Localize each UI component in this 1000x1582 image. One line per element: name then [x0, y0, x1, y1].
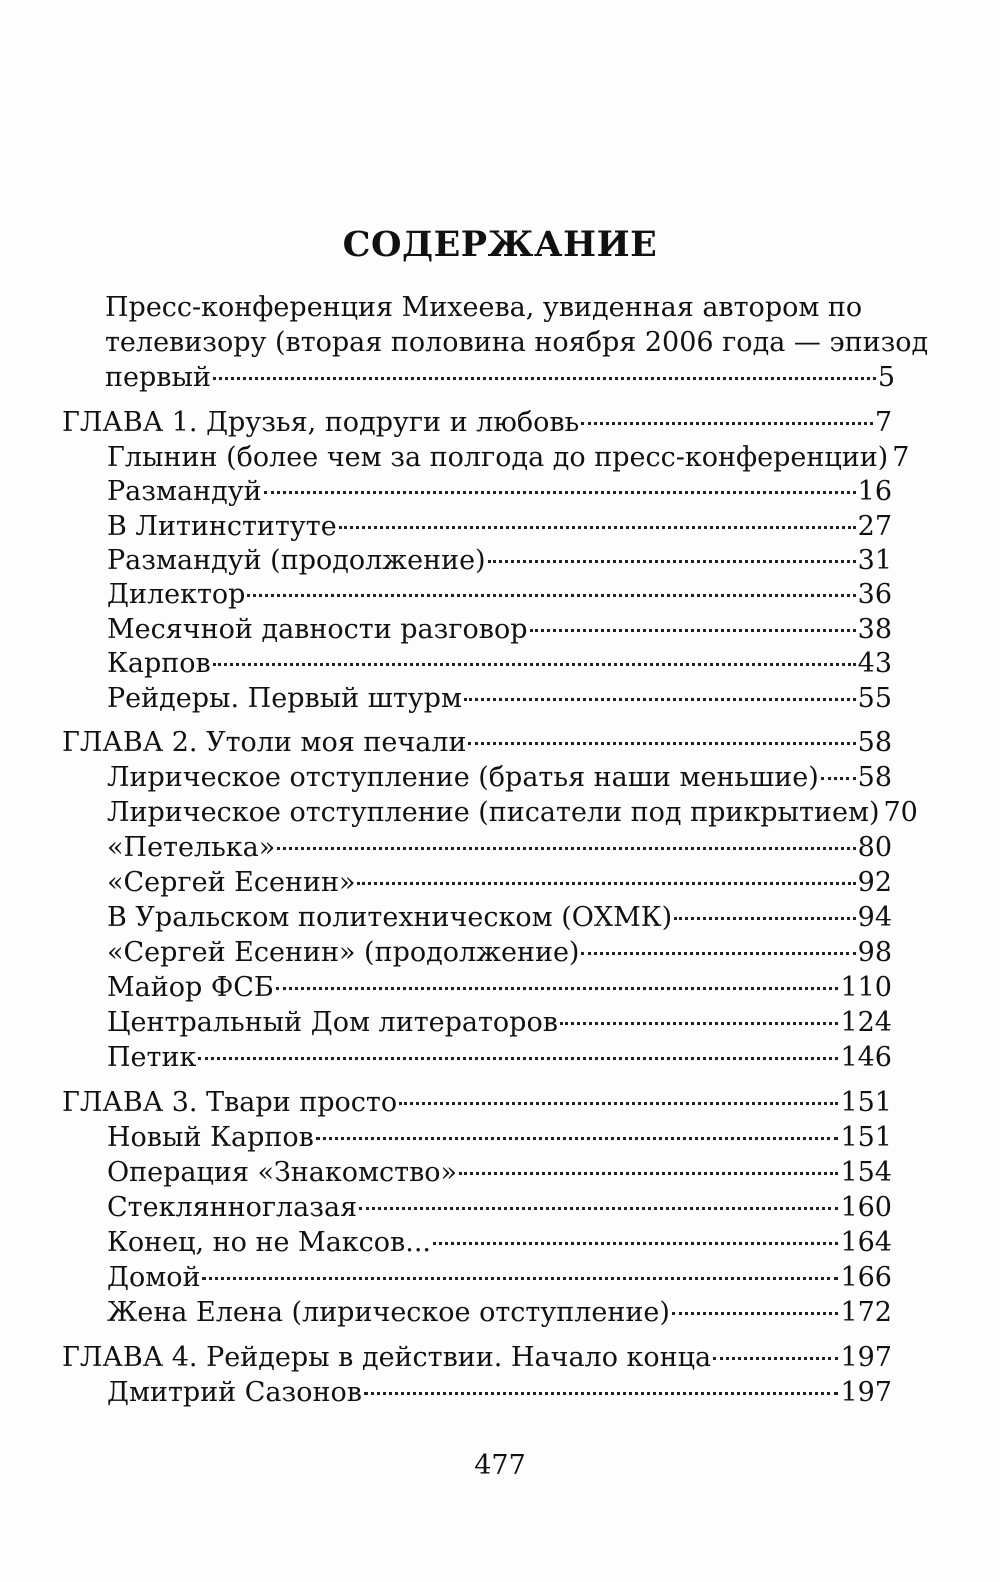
dot-leader — [464, 698, 856, 701]
toc-entry-title: ГЛАВА 3. Твари просто — [62, 1087, 398, 1118]
toc-entry-title: «Сергей Есенин» (продолжение) — [107, 937, 580, 968]
toc-page-number: 98 — [857, 937, 892, 968]
dot-leader — [581, 422, 873, 425]
toc-chapter-entry — [62, 1341, 892, 1375]
toc-entry-title: Карпов — [107, 648, 211, 679]
dot-leader — [357, 882, 855, 885]
toc-page-number: 124 — [840, 1007, 892, 1038]
toc-entry-title: Петик — [107, 1042, 197, 1073]
intro-line-3: первый — [105, 362, 211, 393]
dot-leader — [247, 594, 855, 597]
toc-section-entry — [107, 613, 892, 647]
toc-entry-title: Домой — [107, 1262, 201, 1293]
dot-leader — [364, 1392, 839, 1395]
toc-page-number: 7 — [892, 442, 910, 473]
toc-section-entry — [107, 971, 892, 1005]
toc-entry-title: Размандуй (продолжение) — [107, 545, 486, 576]
toc-page-number: 27 — [857, 511, 892, 542]
toc-section-entry — [107, 475, 892, 509]
toc-section-entry — [107, 441, 910, 475]
toc-entry-title: Месячной давности разговор — [107, 614, 528, 645]
toc-page-number: 94 — [857, 902, 892, 933]
toc-page-number: 146 — [840, 1042, 892, 1073]
intro-last-line — [105, 360, 895, 395]
toc-page-number: 16 — [857, 476, 892, 507]
toc-section-entry — [107, 1041, 892, 1075]
dot-leader — [213, 663, 856, 666]
dot-leader — [488, 560, 856, 563]
toc-section-entry — [107, 1121, 892, 1155]
toc-section-entry — [107, 1261, 892, 1295]
toc-page-number: 166 — [840, 1262, 892, 1293]
toc-page-number: 151 — [840, 1087, 892, 1118]
dot-leader — [276, 987, 839, 990]
toc-section-entry — [107, 510, 892, 544]
toc-page-number: 58 — [857, 727, 892, 758]
toc-section-entry — [107, 761, 892, 795]
toc-section-entry — [107, 866, 892, 900]
dot-leader — [213, 377, 876, 380]
toc-section-entry — [107, 831, 892, 865]
toc-page-number: 36 — [857, 579, 892, 610]
dot-leader — [674, 917, 855, 920]
toc-page-number: 110 — [840, 972, 892, 1003]
toc-section-entry — [107, 1296, 892, 1330]
dot-leader — [264, 491, 856, 494]
dot-leader — [359, 1207, 838, 1210]
toc-chapter-entry — [62, 1086, 892, 1120]
dot-leader — [277, 847, 855, 850]
toc-entry-title: «Петелька» — [107, 832, 276, 863]
toc-page-number: 197 — [840, 1342, 892, 1373]
toc-section-entry — [107, 544, 892, 578]
toc-page-number: 38 — [857, 614, 892, 645]
toc-entry-title: В Литинституте — [107, 511, 337, 542]
toc-page-number: 164 — [840, 1227, 892, 1258]
toc-section-entry — [107, 647, 892, 681]
dot-leader — [560, 1022, 839, 1025]
toc-entry-title: Дмитрий Сазонов — [107, 1377, 362, 1408]
toc-entry-title: Лирическое отступление (писатели под прикрытием) — [107, 797, 880, 828]
toc-section-entry — [107, 1006, 892, 1040]
toc-page-number: 92 — [857, 867, 892, 898]
toc-entry-title: ГЛАВА 1. Друзья, подруги и любовь — [62, 407, 580, 438]
toc-entry-title: Конец, но не Максов... — [107, 1227, 431, 1258]
page-number-footer: 477 — [474, 1450, 526, 1481]
toc-entry-title: ГЛАВА 4. Рейдеры в действии. Начало конца — [62, 1342, 712, 1373]
toc-entry-title: Майор ФСБ — [107, 972, 274, 1003]
page-title: СОДЕРЖАНИЕ — [342, 224, 658, 265]
toc-entry-title: Рейдеры. Первый штурм — [107, 683, 462, 714]
intro-page-number: 5 — [877, 362, 895, 393]
toc-entry-title: Операция «Знакомство» — [107, 1157, 458, 1188]
toc-entry-title: Жена Елена (лирическое отступление) — [107, 1297, 670, 1328]
toc-intro-entry — [105, 290, 929, 395]
toc-page-number: 31 — [857, 545, 892, 576]
toc-section-entry — [107, 1156, 892, 1190]
toc-entry-title: Стеклянноглазая — [107, 1192, 358, 1223]
toc-section-entry — [107, 1226, 892, 1260]
toc-entry-title: ГЛАВА 2. Утоли моя печали — [62, 727, 467, 758]
dot-leader — [468, 742, 855, 745]
toc-page-number: 172 — [840, 1297, 892, 1328]
toc-entry-title: Центральный Дом литераторов — [107, 1007, 558, 1038]
toc-chapter-entry — [62, 726, 892, 760]
intro-line-1: Пресс-конференция Михеева, увиденная автором по — [105, 292, 863, 323]
toc-chapter-entry — [62, 406, 892, 440]
dot-leader — [316, 1137, 839, 1140]
dot-leader — [459, 1172, 838, 1175]
toc-section-entry — [107, 682, 892, 716]
dot-leader — [821, 777, 856, 780]
dot-leader — [713, 1357, 838, 1360]
toc-entry-title: Лирическое отступление (братья наши меньшие) — [107, 762, 819, 793]
dot-leader — [530, 629, 856, 632]
toc-section-entry — [107, 901, 892, 935]
toc-entry-title: Новый Карпов — [107, 1122, 314, 1153]
toc-page-number: 58 — [857, 762, 892, 793]
toc-entry-title: Размандуй — [107, 476, 262, 507]
dot-leader — [672, 1312, 839, 1315]
toc-entry-title: Дилектор — [107, 579, 246, 610]
intro-line-2: телевизору (вторая половина ноября 2006 года — эпизод — [105, 327, 929, 358]
toc-page-number: 80 — [857, 832, 892, 863]
toc-section-entry — [107, 796, 918, 830]
toc-page-number: 43 — [857, 648, 892, 679]
dot-leader — [202, 1277, 838, 1280]
toc-page-number: 160 — [840, 1192, 892, 1223]
toc-page-number: 197 — [840, 1377, 892, 1408]
toc-page-number: 55 — [857, 683, 892, 714]
toc-entry-title: Глынин (более чем за полгода до пресс-конференции) — [107, 442, 889, 473]
toc-entry-title: В Уральском политехническом (ОХМК) — [107, 902, 673, 933]
toc-page-number: 154 — [840, 1157, 892, 1188]
toc-page-number: 70 — [883, 797, 918, 828]
dot-leader — [339, 526, 856, 529]
dot-leader — [198, 1057, 838, 1060]
toc-page-number: 7 — [874, 407, 892, 438]
toc-section-entry — [107, 1376, 892, 1410]
dot-leader — [433, 1242, 838, 1245]
toc-entry-title: «Сергей Есенин» — [107, 867, 356, 898]
toc-section-entry — [107, 936, 892, 970]
dot-leader — [399, 1102, 838, 1105]
dot-leader — [581, 952, 855, 955]
toc-section-entry — [107, 578, 892, 612]
toc-page-number: 151 — [840, 1122, 892, 1153]
toc-section-entry — [107, 1191, 892, 1225]
